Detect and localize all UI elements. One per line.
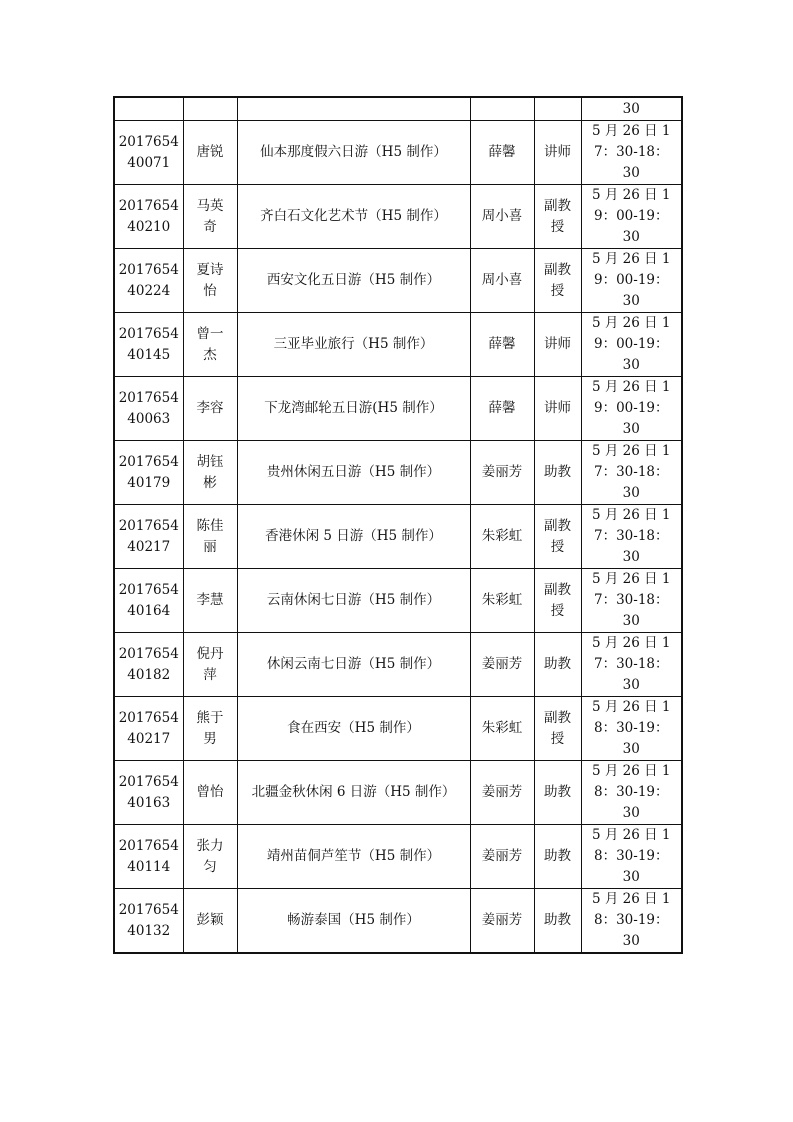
advisor-cell: 姜丽芳 bbox=[470, 889, 534, 954]
student-name-cell: 陈佳丽 bbox=[183, 505, 237, 569]
project-title-cell: 云南休闲七日游（H5 制作） bbox=[237, 569, 470, 633]
student-name-cell: 唐锐 bbox=[183, 121, 237, 185]
empty-cell bbox=[237, 97, 470, 121]
student-id-cell: 201765440071 bbox=[114, 121, 183, 185]
empty-cell bbox=[183, 97, 237, 121]
student-name-cell: 李慧 bbox=[183, 569, 237, 633]
table-row bbox=[114, 441, 682, 505]
advisor-cell: 朱彩虹 bbox=[470, 505, 534, 569]
time-cell: 5 月 26 日 19：00-19：30 bbox=[581, 249, 682, 313]
time-cell: 5 月 26 日 17：30-18：30 bbox=[581, 505, 682, 569]
empty-cell bbox=[470, 97, 534, 121]
time-cell: 5 月 26 日 17：30-18：30 bbox=[581, 121, 682, 185]
advisor-rank-cell: 副教授 bbox=[534, 505, 581, 569]
student-id-cell: 201765440145 bbox=[114, 313, 183, 377]
advisor-rank-cell: 助教 bbox=[534, 825, 581, 889]
student-id-cell: 201765440224 bbox=[114, 249, 183, 313]
advisor-rank-cell: 副教授 bbox=[534, 569, 581, 633]
time-cell: 5 月 26 日 17：30-18：30 bbox=[581, 633, 682, 697]
student-id-cell: 201765440182 bbox=[114, 633, 183, 697]
student-id-cell: 201765440164 bbox=[114, 569, 183, 633]
project-title-cell: 畅游泰国（H5 制作） bbox=[237, 889, 470, 954]
student-name-cell: 彭颖 bbox=[183, 889, 237, 954]
student-id-cell: 201765440217 bbox=[114, 697, 183, 761]
student-id-cell: 201765440210 bbox=[114, 185, 183, 249]
advisor-rank-cell: 副教授 bbox=[534, 249, 581, 313]
table-row bbox=[114, 121, 682, 185]
project-title-cell: 食在西安（H5 制作） bbox=[237, 697, 470, 761]
table-row bbox=[114, 249, 682, 313]
table-row bbox=[114, 185, 682, 249]
table-row bbox=[114, 633, 682, 697]
time-cell: 5 月 26 日 18：30-19：30 bbox=[581, 825, 682, 889]
time-cell: 5 月 26 日 19：00-19：30 bbox=[581, 377, 682, 441]
project-title-cell: 靖州苗侗芦笙节（H5 制作） bbox=[237, 825, 470, 889]
advisor-rank-cell: 副教授 bbox=[534, 185, 581, 249]
advisor-cell: 姜丽芳 bbox=[470, 761, 534, 825]
advisor-rank-cell: 助教 bbox=[534, 441, 581, 505]
time-cell: 5 月 26 日 18：30-19：30 bbox=[581, 889, 682, 954]
advisor-cell: 姜丽芳 bbox=[470, 441, 534, 505]
table-row bbox=[114, 377, 682, 441]
advisor-cell: 姜丽芳 bbox=[470, 825, 534, 889]
project-title-cell: 齐白石文化艺术节（H5 制作） bbox=[237, 185, 470, 249]
student-name-cell: 胡钰彬 bbox=[183, 441, 237, 505]
advisor-cell: 薛馨 bbox=[470, 121, 534, 185]
project-title-cell: 休闲云南七日游（H5 制作） bbox=[237, 633, 470, 697]
student-id-cell: 201765440163 bbox=[114, 761, 183, 825]
continuation-row bbox=[114, 97, 682, 121]
time-cell: 30 bbox=[581, 97, 682, 121]
advisor-cell: 朱彩虹 bbox=[470, 569, 534, 633]
advisor-rank-cell: 讲师 bbox=[534, 121, 581, 185]
table-row bbox=[114, 697, 682, 761]
project-title-cell: 北疆金秋休闲 6 日游（H5 制作） bbox=[237, 761, 470, 825]
advisor-rank-cell: 讲师 bbox=[534, 313, 581, 377]
time-cell: 5 月 26 日 18：30-19：30 bbox=[581, 761, 682, 825]
student-name-cell: 倪丹萍 bbox=[183, 633, 237, 697]
advisor-cell: 周小喜 bbox=[470, 249, 534, 313]
empty-cell bbox=[114, 97, 183, 121]
student-name-cell: 曾怡 bbox=[183, 761, 237, 825]
student-name-cell: 熊于男 bbox=[183, 697, 237, 761]
advisor-cell: 周小喜 bbox=[470, 185, 534, 249]
advisor-cell: 朱彩虹 bbox=[470, 697, 534, 761]
table-row bbox=[114, 505, 682, 569]
project-title-cell: 三亚毕业旅行（H5 制作） bbox=[237, 313, 470, 377]
advisor-cell: 薛馨 bbox=[470, 313, 534, 377]
time-cell: 5 月 26 日 17：30-18：30 bbox=[581, 441, 682, 505]
advisor-cell: 姜丽芳 bbox=[470, 633, 534, 697]
time-cell: 5 月 26 日 19：00-19：30 bbox=[581, 313, 682, 377]
student-name-cell: 夏诗怡 bbox=[183, 249, 237, 313]
table-row bbox=[114, 761, 682, 825]
table-row bbox=[114, 889, 682, 954]
student-id-cell: 201765440132 bbox=[114, 889, 183, 954]
student-id-cell: 201765440217 bbox=[114, 505, 183, 569]
advisor-cell: 薛馨 bbox=[470, 377, 534, 441]
project-title-cell: 香港休闲 5 日游（H5 制作） bbox=[237, 505, 470, 569]
advisor-rank-cell: 助教 bbox=[534, 633, 581, 697]
table-row bbox=[114, 313, 682, 377]
advisor-rank-cell: 副教授 bbox=[534, 697, 581, 761]
advisor-rank-cell: 助教 bbox=[534, 889, 581, 954]
empty-cell bbox=[534, 97, 581, 121]
student-id-cell: 201765440063 bbox=[114, 377, 183, 441]
student-name-cell: 张力匀 bbox=[183, 825, 237, 889]
student-id-cell: 201765440179 bbox=[114, 441, 183, 505]
advisor-rank-cell: 助教 bbox=[534, 761, 581, 825]
project-title-cell: 下龙湾邮轮五日游(H5 制作） bbox=[237, 377, 470, 441]
student-name-cell: 曾一杰 bbox=[183, 313, 237, 377]
time-cell: 5 月 26 日 18：30-19：30 bbox=[581, 697, 682, 761]
table-body bbox=[114, 97, 682, 953]
time-cell: 5 月 26 日 17：30-18：30 bbox=[581, 569, 682, 633]
time-cell: 5 月 26 日 19：00-19：30 bbox=[581, 185, 682, 249]
table-row bbox=[114, 569, 682, 633]
advisor-rank-cell: 讲师 bbox=[534, 377, 581, 441]
table-row bbox=[114, 825, 682, 889]
defense-schedule-table bbox=[113, 96, 683, 954]
student-name-cell: 马英奇 bbox=[183, 185, 237, 249]
project-title-cell: 仙本那度假六日游（H5 制作） bbox=[237, 121, 470, 185]
project-title-cell: 贵州休闲五日游（H5 制作） bbox=[237, 441, 470, 505]
project-title-cell: 西安文化五日游（H5 制作） bbox=[237, 249, 470, 313]
student-name-cell: 李容 bbox=[183, 377, 237, 441]
student-id-cell: 201765440114 bbox=[114, 825, 183, 889]
